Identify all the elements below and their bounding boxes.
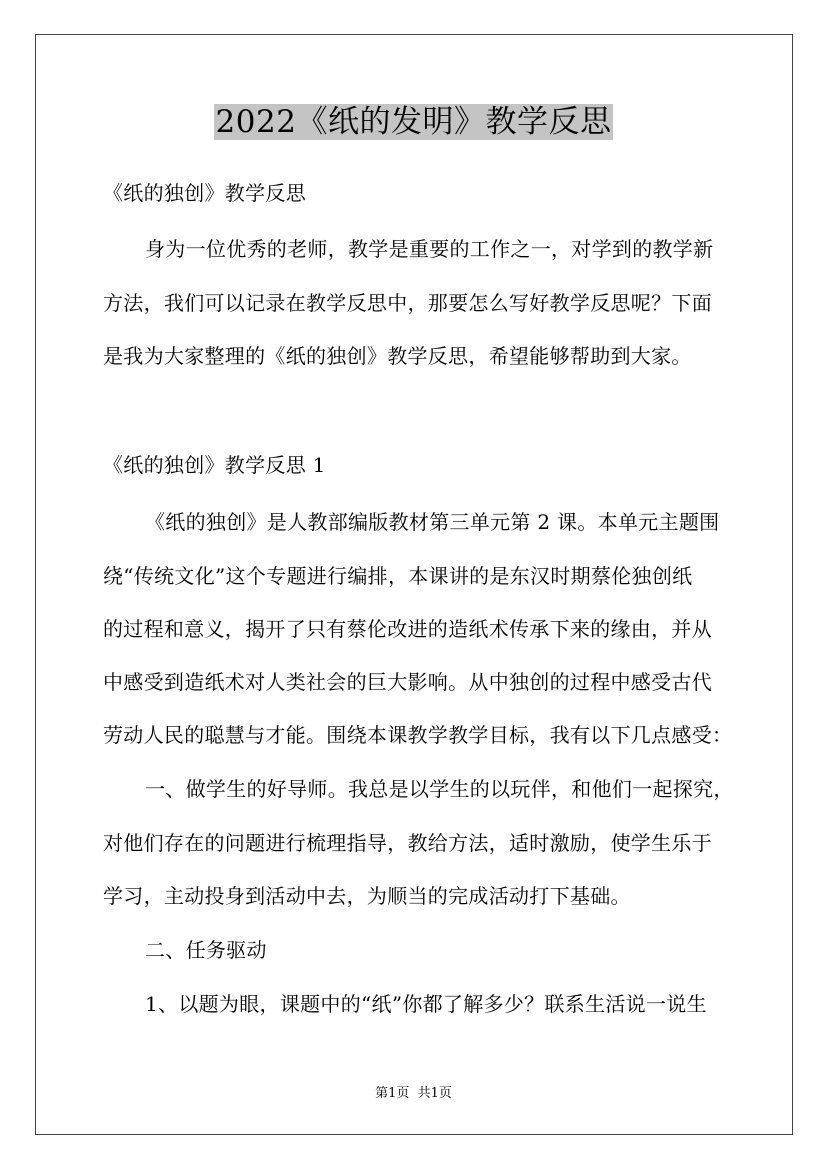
paragraph-line: 中感受到造纸术对人类社会的巨大影响。从中独创的过程中感受古代 bbox=[103, 670, 712, 694]
paragraph-line: 一、做学生的好导师。我总是以学生的以玩伴，和他们一起探究， bbox=[145, 777, 734, 801]
paragraph-line: 方法，我们可以记录在教学反思中，那要怎么写好教学反思呢？下面 bbox=[103, 291, 712, 315]
paragraph-line: 的过程和意义，揭开了只有蔡伦改进的造纸术传承下来的缘由，并从 bbox=[103, 617, 712, 641]
paragraph-line: 是我为大家整理的《纸的独创》教学反思，希望能够帮助到大家。 bbox=[103, 344, 692, 368]
section-heading: 《纸的独创》教学反思 bbox=[103, 181, 306, 205]
paragraph-line: 绕“传统文化”这个专题进行编排，本课讲的是东汉时期蔡伦独创纸 bbox=[103, 564, 693, 588]
paragraph-line: 对他们存在的问题进行梳理指导，教给方法，适时激励，使学生乐于 bbox=[103, 831, 712, 855]
page-footer: 第1页 共1页 bbox=[375, 1086, 452, 1101]
document-title-text: 2022《纸的发明》教学反思 bbox=[215, 104, 612, 140]
paragraph-line: 学习，主动投身到活动中去，为顺当的完成活动打下基础。 bbox=[103, 884, 631, 908]
document-title bbox=[0, 100, 827, 144]
paragraph-line: 劳动人民的聪慧与才能。围绕本课教学教学目标，我有以下几点感受： bbox=[103, 723, 733, 747]
paragraph-line: 身为一位优秀的老师，教学是重要的工作之一，对学到的教学新 bbox=[145, 237, 714, 261]
paragraph-line: 1、以题为眼，课题中的“纸”你都了解多少？联系生活说一说生 bbox=[145, 992, 707, 1016]
subheading-line: 二、任务驱动 bbox=[145, 938, 267, 962]
paragraph-line: 《纸的独创》是人教部编版教材第三单元第 2 课。本单元主题围 bbox=[145, 510, 720, 534]
section-heading: 《纸的独创》教学反思 1 bbox=[103, 453, 326, 477]
